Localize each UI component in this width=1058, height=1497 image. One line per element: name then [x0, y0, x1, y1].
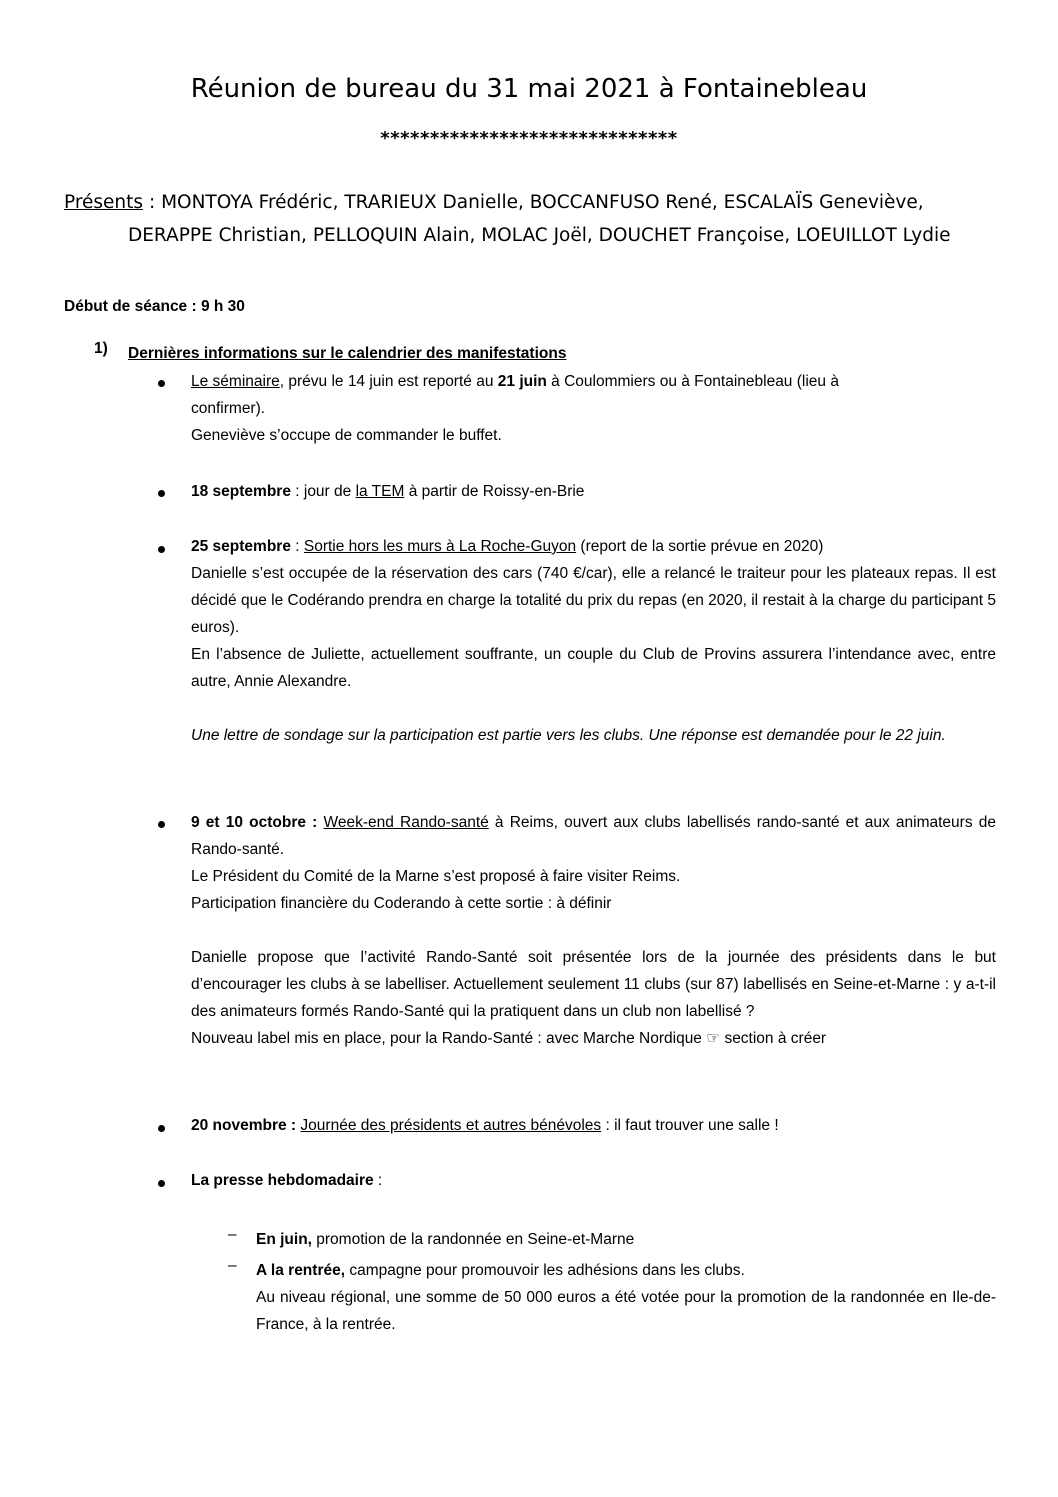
- presse-subitem-2: [256, 1257, 996, 1338]
- rando-sante-line-1: [191, 809, 996, 863]
- item-seminaire-line-2: confirmer).: [191, 400, 266, 417]
- text-fragment: :: [290, 538, 304, 555]
- item-date: 9 et 10 octobre :: [191, 814, 318, 831]
- rando-sante-line-3: Participation financière du Coderando à cette sortie : à définir: [191, 895, 612, 912]
- item-sortie-line-1: [191, 533, 996, 560]
- item-presse: [191, 1167, 382, 1194]
- sortie-paragraph-2: En l’absence de Juliette, actuellement souffrante, un couple du Club de Provins assurera l’intendance avec, entre autre, Annie Alexandre.: [191, 646, 996, 690]
- bullet-icon: [158, 546, 165, 553]
- text-fragment: : jour de: [290, 483, 356, 500]
- bullet-icon: [158, 380, 165, 387]
- text-fragment: à Coulommiers ou à Fontainebleau (lieu à: [546, 373, 839, 390]
- text-fragment: : il faut trouver une salle !: [601, 1117, 779, 1134]
- rando-sante-label: Week-end Rando-santé: [323, 814, 489, 831]
- subitem-lead: En juin,: [256, 1231, 312, 1248]
- text-fragment: à partir de Roissy-en-Brie: [404, 483, 585, 500]
- presse-label: La presse hebdomadaire: [191, 1172, 374, 1189]
- attendees-names-2: DERAPPE Christian, PELLOQUIN Alain, MOLAC Joël, DOUCHET Françoise, LOEUILLOT Lydie: [128, 225, 951, 246]
- dash-icon: –: [228, 1257, 237, 1274]
- item-date: 18 septembre: [191, 483, 291, 500]
- tem-label: la TEM: [355, 483, 405, 500]
- seminaire-label: Le séminaire: [191, 373, 280, 390]
- bullet-icon: [158, 821, 165, 828]
- text-fragment: (report de la sortie prévue en 2020): [576, 538, 824, 555]
- rando-sante-line-4: Nouveau label mis en place, pour la Rando-Santé : avec Marche Nordique ☞ section à créer: [191, 1030, 827, 1047]
- item-seminaire-line-1: [191, 368, 996, 395]
- page-title: Réunion de bureau du 31 mai 2021 à Fontainebleau: [190, 74, 868, 104]
- text-fragment: , prévu le: [279, 373, 348, 390]
- section-number: 1): [94, 340, 108, 357]
- attendees-line-1: [64, 186, 1024, 219]
- bullet-icon: [158, 490, 165, 497]
- section-title: Dernières informations sur le calendrier des manifestations: [128, 345, 567, 362]
- text-fragment: :: [373, 1172, 383, 1189]
- presse-subitem-1: [256, 1226, 634, 1253]
- presse-subitem-2-line-1: [256, 1257, 996, 1284]
- dash-icon: –: [228, 1226, 237, 1243]
- attendees-sep: :: [143, 192, 162, 213]
- attendees-names-1: MONTOYA Frédéric, TRARIEUX Danielle, BOCCANFUSO René, ESCALAÏS Geneviève,: [161, 192, 924, 213]
- attendees-label: Présents: [64, 192, 144, 213]
- rando-sante-line-2: Le Président du Comité de la Marne s’est proposé à faire visiter Reims.: [191, 868, 681, 885]
- date-old: 14 juin: [347, 373, 394, 390]
- item-rando-sante: [191, 809, 996, 1052]
- text-fragment: à Reims, ouvert aux clubs labellisés rando-santé et aux animateurs de Rando-santé.: [191, 814, 996, 858]
- rando-sante-paragraph: Danielle propose que l’activité Rando-Santé soit présentée lors de la journée des présidents dans le but d’encourager les clubs à se labelliser. Actuellement seulement 11 clubs (sur 87) labellisés en Seine-et-Marne : y a-t-il des animateurs formés Rando-Santé qui la pratiquent dans un club non labellisé ?: [191, 949, 996, 1020]
- sortie-label: Sortie hors les murs à La Roche-Guyon: [303, 538, 577, 555]
- item-seminaire-line-3: Geneviève s’occupe de commander le buffet.: [191, 427, 502, 444]
- separator-line: ******************************: [380, 128, 678, 149]
- sortie-paragraph-1: Danielle s’est occupée de la réservation des cars (740 €/car), elle a relancé le traiteur pour les plateaux repas. Il est décidé que le Codérando prendra en charge la totalité du prix du repas (en 2020, il restait à la charge du participant 5 euros).: [191, 565, 996, 636]
- item-seminaire: [191, 368, 996, 449]
- presse-subitem-2-paragraph: Au niveau régional, une somme de 50 000 euros a été votée pour la promotion de la randonnée en Ile-de-France, à la rentrée.: [256, 1289, 996, 1333]
- attendees-block: [64, 186, 1024, 252]
- item-date: 25 septembre: [191, 538, 291, 555]
- bullet-icon: [158, 1180, 165, 1187]
- subitem-lead: A la rentrée,: [256, 1262, 346, 1279]
- bullet-icon: [158, 1125, 165, 1132]
- date-new: 21 juin: [497, 373, 547, 390]
- text-fragment: est reporté au: [393, 373, 498, 390]
- text-fragment: campagne pour promouvoir les adhésions dans les clubs.: [345, 1262, 745, 1279]
- text-fragment: promotion de la randonnée en Seine-et-Marne: [311, 1231, 635, 1248]
- session-start: Début de séance : 9 h 30: [64, 298, 245, 315]
- presidents-label: Journée des présidents et autres bénévoles: [300, 1117, 602, 1134]
- sortie-paragraph-3: Une lettre de sondage sur la participation est partie vers les clubs. Une réponse est demandée pour le 22 juin.: [191, 727, 946, 744]
- item-date: 20 novembre :: [191, 1117, 297, 1134]
- item-sortie: [191, 533, 996, 749]
- item-presidents: [191, 1112, 779, 1139]
- item-tem: [191, 478, 584, 505]
